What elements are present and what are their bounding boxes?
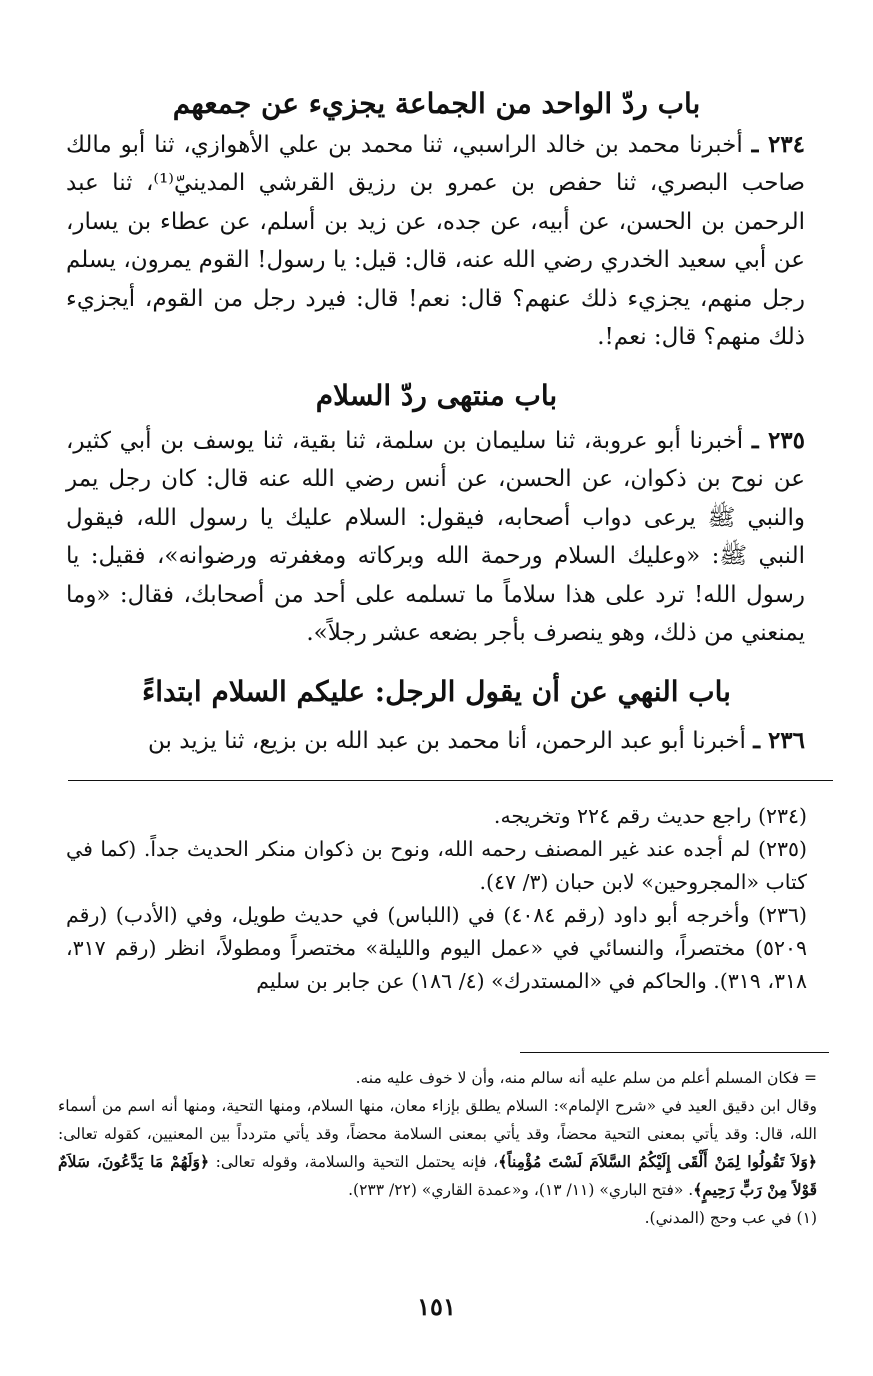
continued-notes <box>58 1064 817 1232</box>
section-heading-234: باب ردّ الواحد من الجماعة يجزيء عن جمعهم <box>172 87 701 120</box>
note-line: (١) في عب وحج (المدني). <box>644 1209 817 1227</box>
hadith-text: أخبرنا محمد بن خالد الراسبي، ثنا محمد بن علي الأهوازي، ثنا أبو مالك صاحب البصري، ثنا حفص بن عمرو بن رزيق القرشي المدينيّ⁽¹⁾، ثنا عبد الرحمن بن الحسن، عن أبيه، عن جده، عن زيد بن أسلم، عن عطاء بن يسار، عن أبي سعيد الخدري رضي الله عنه، قال: قيل: يا رسول! القوم يمرون، يسلم رجل منهم، يجزيء ذلك عنهم؟ قال: نعم! قال: فيرد رجل من القوم، أيجزيء ذلك منهم؟ قال: نعم!. <box>66 132 805 351</box>
page-number: ١٥١ <box>417 1292 456 1321</box>
notes-divider <box>520 1052 829 1053</box>
note-text: وقال ابن دقيق العيد في «شرح الإلمام»: السلام يطلق بإزاء معان، منها السلام، ومنها التحية، ومنها أنه اسم من أسماء الله، قال: وقد يأتي بمعنى التحية محضاً، وقد يأتي بمعنى السلامة محضاً، وقد يأتي متردداً بين المعنيين، كقوله تعالى: <box>58 1097 817 1143</box>
section-heading-235: باب منتهى ردّ السلام <box>315 379 558 412</box>
footnote-236: (٢٣٦) وأخرجه أبو داود (رقم ٤٠٨٤) في (اللباس) في حديث طويل، وفي (الأدب) (رقم ٥٢٠٩) مختصراً، والنسائي في «عمل اليوم والليلة» مختصراً ومطولاً، انظر (رقم ٣١٧، ٣١٨، ٣١٩). والحاكم في «المستدرك» (٤/ ١٨٦) عن جابر بن سليم <box>66 903 807 993</box>
hadith-236 <box>66 722 805 760</box>
section-heading-236: باب النهي عن أن يقول الرجل: عليكم السلام ابتداءً <box>142 675 731 708</box>
note-line: = فكان المسلم أعلم من سلم عليه أنه سالم منه، وأن لا خوف عليه منه. <box>355 1069 817 1087</box>
hadith-number: ٢٣٤ ـ <box>751 131 806 158</box>
footnotes <box>66 800 807 998</box>
hadith-number: ٢٣٦ ـ <box>753 727 805 754</box>
note-text: ، فإنه يحتمل التحية والسلامة، وقوله تعالى: <box>215 1153 499 1171</box>
hadith-234 <box>66 126 805 356</box>
hadith-text: أخبرنا أبو عبد الرحمن، أنا محمد بن عبد الله بن بزيع، ثنا يزيد بن <box>148 728 746 754</box>
hadith-number: ٢٣٥ ـ <box>751 427 806 454</box>
quran-verse: ﴿وَلاَ تَقُولُوا لِمَنْ أَلْقَى إِلَيْكُمُ السَّلاَمَ لَسْتَ مُؤْمِناً﴾ <box>498 1152 817 1171</box>
hadith-235 <box>66 422 805 652</box>
footnote-234: (٢٣٤) راجع حديث رقم ٢٢٤ وتخريجه. <box>493 804 807 828</box>
hadith-text: أخبرنا أبو عروبة، ثنا سليمان بن سلمة، ثنا بقية، ثنا يوسف بن أبي كثير، عن نوح بن ذكوان، عن الحسن، عن أنس رضي الله عنه قال: كان رجل يمر والنبي ﷺ يرعى دواب أصحابه، فيقول: السلام عليك يا رسول الله، فيقول النبي ﷺ: «وعليك السلام ورحمة الله وبركاته ومغفرته ورضوانه»، فقيل: يا رسول الله! ترد على هذا سلاماً ما تسلمه على أحد من أصحابك، فقال: «وما يمنعني من ذلك، وهو ينصرف بأجر بضعه عشر رجلاً». <box>66 428 805 647</box>
footnote-divider <box>68 780 833 781</box>
note-text: . «فتح الباري» (١١/ ١٣)، و«عمدة القاري» (٢٢/ ٢٣٣). <box>348 1181 694 1199</box>
note-paragraph <box>58 1092 817 1204</box>
quran-verse: ﴿وَلَهُمْ مَا يَدَّعُونَ، سَلاَمٌ قَوْلاً مِنْ رَبٍّ رَحِيمٍ﴾ <box>58 1152 817 1199</box>
footnote-235: (٢٣٥) لم أجده عند غير المصنف رحمه الله، ونوح بن ذكوان منكر الحديث جداً. (كما في كتاب «المجروحين» لابن حبان (٣/ ٤٧). <box>66 837 807 894</box>
